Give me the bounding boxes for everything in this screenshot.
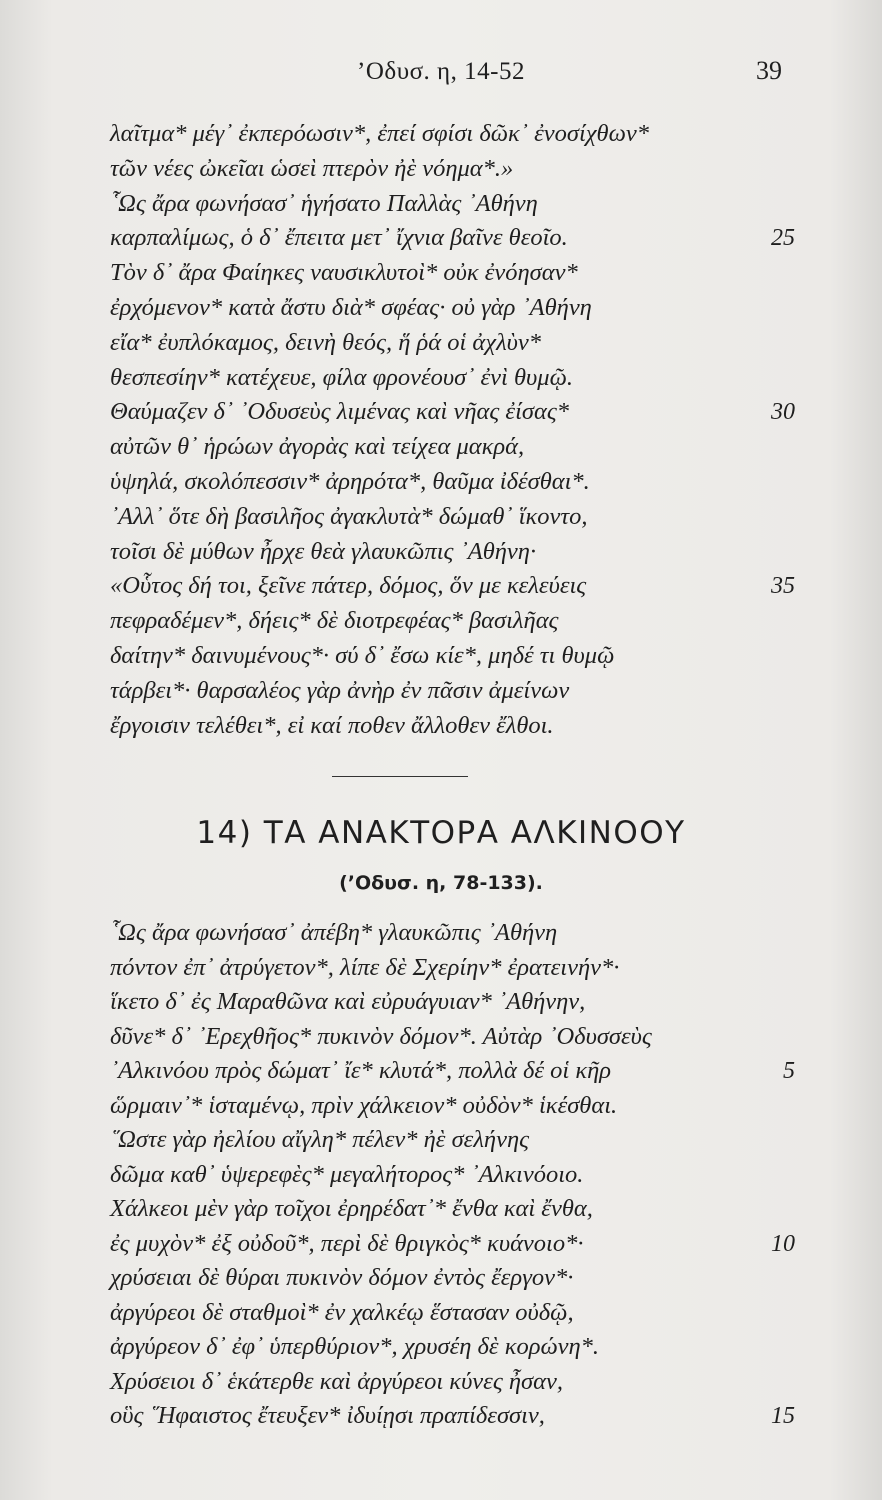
verse-line: ἀργύρεοι δὲ σταθμοὶ* ἐν χαλκέῳ ἕστασαν οὐδῷ, (110, 1298, 574, 1326)
line-number: 15 (771, 1403, 795, 1429)
verse-line: ῟Ως ἄρα φωνήσασ᾽ ἡγήσατο Παλλὰς ᾽Αθήνη (110, 189, 538, 217)
page-number: 39 (756, 56, 782, 85)
verse-line: Τὸν δ᾽ ἄρα Φαίηκες ναυσικλυτοὶ* οὐκ ἐνόησαν* (110, 259, 578, 287)
section-divider (332, 776, 468, 777)
verse-line: ἀργύρεον δ᾽ ἐφ᾽ ὑπερθύριον*, χρυσέη δὲ κορώνη*. (110, 1333, 599, 1360)
line-number: 10 (771, 1230, 795, 1257)
running-head (0, 52, 882, 92)
line-number: 35 (771, 573, 795, 600)
verse-line: Θαύμαζεν δ᾽ ᾽Οδυσεὺς λιμένας καὶ νῆας ἐίσας* (110, 398, 570, 426)
verse-line: τάρβει*· θαρσαλέος γὰρ ἀνὴρ ἐν πᾶσιν ἀμείνων (110, 676, 570, 704)
verse-line: ἐς μυχὸν* ἐξ οὐδοῦ*, περὶ δὲ θριγκὸς* κυάνοιο*· (110, 1229, 584, 1257)
verse-line: τοῖσι δὲ μύθων ἦρχε θεὰ γλαυκῶπις ᾽Αθήνη· (110, 537, 537, 565)
verse-line: ὥρμαιν᾽* ἱσταμένῳ, πρὶν χάλκειον* οὐδὸν* ἱκέσθαι. (110, 1091, 618, 1119)
verse-line: δῦνε* δ᾽ ᾽Ερεχθῆος* πυκινὸν δόμον*. Αὐτὰρ ᾽Οδυσσεὺς (110, 1022, 652, 1050)
line-number: 5 (783, 1058, 795, 1084)
verse-line: δῶμα καθ᾽ ὑψερεφὲς* μεγαλήτορος* ᾽Αλκινόοιο. (110, 1160, 584, 1188)
verse-line: Χρύσειοι δ᾽ ἑκάτερθε καὶ ἀργύρεοι κύνες ἦσαν, (110, 1367, 563, 1395)
line-number: 25 (771, 225, 795, 252)
verse-line: ῞Ωστε γὰρ ἠελίου αἴγλη* πέλεν* ἠὲ σελήνης (110, 1126, 530, 1153)
verse-line: πεφραδέμεν*, δήεις* δὲ διοτρεφέας* βασιλῆας (110, 607, 559, 635)
verse-line: ᾽Αλλ᾽ ὅτε δὴ βασιλῆος ἀγακλυτὰ* δώμαθ᾽ ἵκοντο, (110, 502, 588, 530)
verse-line: καρπαλίμως, ὁ δ᾽ ἔπειτα μετ᾽ ἴχνια βαῖνε θεοῖο. (110, 224, 568, 252)
verse-line: εἴα* ἐυπλόκαμος, δεινὴ θεός, ἥ ῥά οἱ ἀχλὺν* (110, 328, 542, 356)
verse-line: Χάλκεοι μὲν γὰρ τοῖχοι ἐρηρέδατ᾽* ἔνθα καὶ ἔνθα, (110, 1195, 593, 1222)
verse-line: πόντον ἐπ᾽ ἀτρύγετον*, λίπε δὲ Σχερίην* ἐρατεινήν*· (110, 953, 620, 981)
verse-line: χρύσειαι δὲ θύραι πυκινὸν δόμον ἐντὸς ἔεργον*· (110, 1264, 574, 1291)
line-number: 30 (771, 399, 795, 426)
verse-line: θεσπεσίην* κατέχευε, φίλα φρονέουσ᾽ ἐνὶ θυμῷ. (110, 363, 573, 391)
verse-line: δαίτην* δαινυμένους*· σύ δ᾽ ἔσω κίε*, μηδέ τι θυμῷ (110, 642, 615, 669)
verse-line: αὐτῶν θ᾽ ἡρώων ἀγορὰς καὶ τείχεα μακρά, (110, 433, 525, 461)
verse-line: ἔργοισιν τελέθει*, εἰ καί ποθεν ἄλλοθεν ἔλθοι. (110, 711, 554, 739)
running-title: ’Οδυσ. η, 14-52 (357, 58, 525, 85)
verse-line: ἐρχόμενον* κατὰ ἄστυ διὰ* σφέας· οὐ γὰρ ᾽Αθήνη (110, 294, 592, 321)
verse-line: οὓς ῞Ηφαιστος ἔτευξεν* ἰδυίῃσι πραπίδεσσιν, (110, 1402, 545, 1429)
verse-line: «Οὗτος δή τοι, ξεῖνε πάτερ, δόμος, ὅν με κελεύεις (110, 572, 587, 600)
section-title: 14) ΤΑ ΑΝΑΚΤΟΡΑ ΑΛΚΙΝΟΟΥ (196, 815, 686, 851)
verse-line: τῶν νέες ὠκεῖαι ὡσεὶ πτερὸν ἠὲ νόημα*.» (110, 154, 514, 182)
verse-line: ὑψηλά, σκολόπεσσιν* ἀρηρότα*, θαῦμα ἰδέσθαι*. (110, 468, 590, 495)
verse-line: ᾽Αλκινόου πρὸς δώματ᾽ ἴε* κλυτά*, πολλὰ δέ οἱ κῆρ (110, 1057, 612, 1084)
verse-line: ῟Ως ἄρα φωνήσασ᾽ ἀπέβη* γλαυκῶπις ᾽Αθήνη (110, 919, 558, 946)
section-reference: (’Οδυσ. η, 78-133). (339, 872, 543, 894)
verse-line: λαῖτμα* μέγ᾽ ἐκπερόωσιν*, ἐπεί σφίσι δῶκ᾽ ἐνοσίχθων* (110, 120, 649, 147)
verse-line: ἵκετο δ᾽ ἐς Μαραθῶνα καὶ εὐρυάγυιαν* ᾽Αθήνην, (110, 988, 586, 1015)
